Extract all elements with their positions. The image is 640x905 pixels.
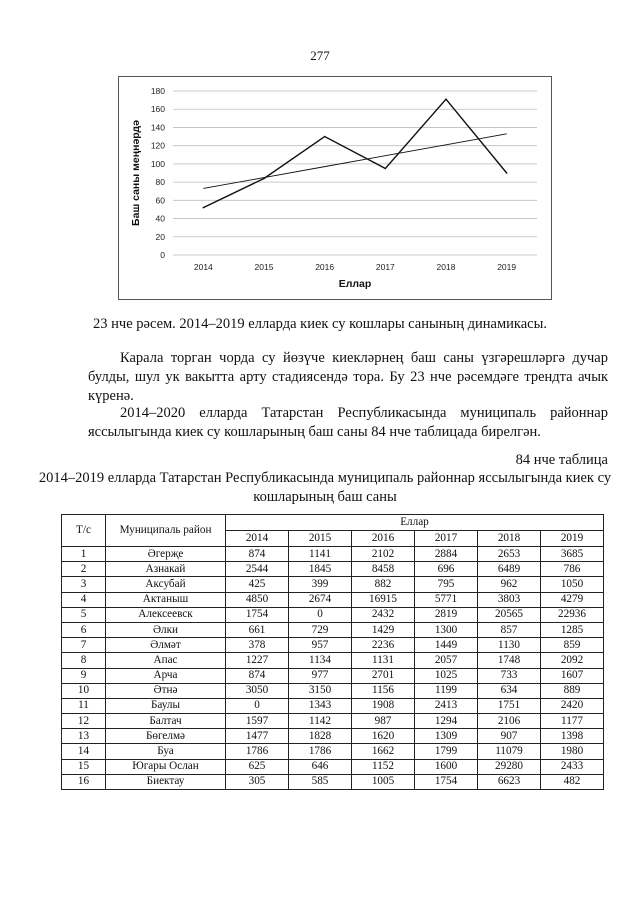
table-title: 2014–2019 елларда Татарстан Республикасында муниципаль районнар яссылыгында киек су кошларының баш саны <box>38 470 612 505</box>
value-cell: 1429 <box>352 622 415 637</box>
value-cell: 1285 <box>541 622 604 637</box>
row-number-cell: 4 <box>62 592 106 607</box>
value-cell: 1845 <box>289 562 352 577</box>
value-cell: 1597 <box>226 714 289 729</box>
district-cell: Буа <box>106 744 226 759</box>
y-tick-label: 140 <box>150 122 165 133</box>
value-cell: 646 <box>289 759 352 774</box>
header-year: 2018 <box>478 531 541 547</box>
value-cell: 795 <box>415 577 478 592</box>
x-tick-label: 2016 <box>315 262 335 272</box>
value-cell: 5771 <box>415 592 478 607</box>
value-cell: 1130 <box>478 638 541 653</box>
value-cell: 1050 <box>541 577 604 592</box>
value-cell: 29280 <box>478 759 541 774</box>
paragraph-1: Карала торган чорда су йөзүче киекләрнең баш саны үзгәрешләргә дучар булды, шул ук вакытта арту стадиясендә тора. Бу 23 нче рәсемдәге трендта ачык күренә. <box>88 350 608 404</box>
value-cell: 2432 <box>352 607 415 622</box>
value-cell: 696 <box>415 562 478 577</box>
value-cell: 0 <box>226 698 289 713</box>
value-cell: 1620 <box>352 729 415 744</box>
value-cell: 1600 <box>415 759 478 774</box>
data-point <box>385 168 387 170</box>
value-cell: 1199 <box>415 683 478 698</box>
value-cell: 2701 <box>352 668 415 683</box>
y-tick-label: 180 <box>150 86 165 96</box>
value-cell: 1751 <box>478 698 541 713</box>
value-cell: 1309 <box>415 729 478 744</box>
value-cell: 6623 <box>478 774 541 789</box>
value-cell: 859 <box>541 638 604 653</box>
header-year: 2015 <box>289 531 352 547</box>
district-cell: Әлки <box>106 622 226 637</box>
value-cell: 1754 <box>415 774 478 789</box>
value-cell: 305 <box>226 774 289 789</box>
value-cell: 22936 <box>541 607 604 622</box>
value-cell: 2236 <box>352 638 415 653</box>
row-number-cell: 8 <box>62 653 106 668</box>
y-tick-label: 0 <box>160 250 165 260</box>
value-cell: 1799 <box>415 744 478 759</box>
value-cell: 2819 <box>415 607 478 622</box>
header-district: Муниципаль район <box>106 515 226 547</box>
value-cell: 1152 <box>352 759 415 774</box>
value-cell: 1294 <box>415 714 478 729</box>
value-cell: 634 <box>478 683 541 698</box>
row-number-cell: 11 <box>62 698 106 713</box>
value-cell: 4279 <box>541 592 604 607</box>
x-tick-label: 2018 <box>436 262 456 272</box>
value-cell: 3050 <box>226 683 289 698</box>
district-cell: Баулы <box>106 698 226 713</box>
table-row <box>62 729 604 744</box>
row-number-cell: 7 <box>62 638 106 653</box>
chart-svg <box>119 77 553 301</box>
value-cell: 786 <box>541 562 604 577</box>
y-tick-label: 40 <box>155 213 165 224</box>
value-cell: 8458 <box>352 562 415 577</box>
line-chart <box>118 76 552 300</box>
value-cell: 2092 <box>541 653 604 668</box>
value-cell: 1141 <box>289 547 352 562</box>
table-row <box>62 668 604 683</box>
value-cell: 0 <box>289 607 352 622</box>
value-cell: 661 <box>226 622 289 637</box>
table-row <box>62 562 604 577</box>
x-tick-label: 2015 <box>254 262 274 272</box>
value-cell: 907 <box>478 729 541 744</box>
table-body <box>62 547 604 790</box>
value-cell: 1300 <box>415 622 478 637</box>
y-tick-label: 100 <box>150 158 165 169</box>
row-number-cell: 1 <box>62 547 106 562</box>
district-cell: Арча <box>106 668 226 683</box>
value-cell: 1177 <box>541 714 604 729</box>
table-label: 84 нче таблица <box>515 452 608 468</box>
x-tick-label: 2019 <box>497 262 517 272</box>
row-number-cell: 6 <box>62 622 106 637</box>
trendline <box>203 134 506 189</box>
value-cell: 1449 <box>415 638 478 653</box>
value-cell: 378 <box>226 638 289 653</box>
value-cell: 1908 <box>352 698 415 713</box>
value-cell: 1156 <box>352 683 415 698</box>
value-cell: 1142 <box>289 714 352 729</box>
value-cell: 729 <box>289 622 352 637</box>
district-cell: Аксубай <box>106 577 226 592</box>
district-cell: Бөгелмә <box>106 729 226 744</box>
value-cell: 425 <box>226 577 289 592</box>
value-cell: 2433 <box>541 759 604 774</box>
value-cell: 2420 <box>541 698 604 713</box>
district-cell: Алексеевск <box>106 607 226 622</box>
row-number-cell: 2 <box>62 562 106 577</box>
row-number-cell: 9 <box>62 668 106 683</box>
header-year: 2016 <box>352 531 415 547</box>
value-cell: 1607 <box>541 668 604 683</box>
value-cell: 1134 <box>289 653 352 668</box>
value-cell: 2884 <box>415 547 478 562</box>
value-cell: 1786 <box>289 744 352 759</box>
value-cell: 962 <box>478 577 541 592</box>
table-row <box>62 653 604 668</box>
x-tick-label: 2014 <box>193 262 213 272</box>
header-year: 2014 <box>226 531 289 547</box>
y-tick-label: 60 <box>155 195 165 206</box>
table-row <box>62 592 604 607</box>
district-cell: Апас <box>106 653 226 668</box>
row-number-cell: 5 <box>62 607 106 622</box>
table-row <box>62 714 604 729</box>
y-tick-label: 80 <box>155 177 165 188</box>
table-row <box>62 577 604 592</box>
x-axis-label: Еллар <box>338 278 372 290</box>
header-year: 2019 <box>541 531 604 547</box>
header-years-group: Еллар <box>226 515 604 531</box>
row-number-cell: 12 <box>62 714 106 729</box>
value-cell: 3685 <box>541 547 604 562</box>
district-cell: Әгерҗе <box>106 547 226 562</box>
value-cell: 2544 <box>226 562 289 577</box>
header-no: Т/с <box>62 515 106 547</box>
value-cell: 1786 <box>226 744 289 759</box>
value-cell: 625 <box>226 759 289 774</box>
page-number: 277 <box>310 48 330 63</box>
value-cell: 2102 <box>352 547 415 562</box>
table-row <box>62 638 604 653</box>
value-cell: 977 <box>289 668 352 683</box>
value-cell: 874 <box>226 668 289 683</box>
district-cell: Әлмәт <box>106 638 226 653</box>
table-row <box>62 547 604 562</box>
value-cell: 857 <box>478 622 541 637</box>
row-number-cell: 13 <box>62 729 106 744</box>
value-cell: 1025 <box>415 668 478 683</box>
value-cell: 1227 <box>226 653 289 668</box>
y-axis-label: Баш саны меңнәрдә <box>130 120 142 226</box>
value-cell: 1748 <box>478 653 541 668</box>
district-cell: Азнакай <box>106 562 226 577</box>
table-row <box>62 683 604 698</box>
table-row <box>62 774 604 789</box>
paragraph-2: 2014–2020 елларда Татарстан Республикасында муниципаль районнар яссылыгында киек су кошларының баш саны 84 нче таблицада бирелгән. <box>88 405 608 440</box>
figure-caption: 23 нче рәсем. 2014–2019 елларда киек су кошлары санының динамикасы. <box>93 316 547 332</box>
value-cell: 482 <box>541 774 604 789</box>
value-cell: 2057 <box>415 653 478 668</box>
row-number-cell: 10 <box>62 683 106 698</box>
value-cell: 957 <box>289 638 352 653</box>
value-cell: 2106 <box>478 714 541 729</box>
data-point <box>506 172 508 174</box>
series-line <box>203 99 506 207</box>
district-cell: Балтач <box>106 714 226 729</box>
value-cell: 3150 <box>289 683 352 698</box>
value-cell: 11079 <box>478 744 541 759</box>
value-cell: 1754 <box>226 607 289 622</box>
table-row <box>62 622 604 637</box>
value-cell: 585 <box>289 774 352 789</box>
table-row <box>62 607 604 622</box>
data-point <box>445 98 447 100</box>
value-cell: 4850 <box>226 592 289 607</box>
y-tick-label: 20 <box>155 231 165 242</box>
row-number-cell: 16 <box>62 774 106 789</box>
y-tick-label: 160 <box>150 104 165 115</box>
table-row <box>62 744 604 759</box>
value-cell: 2413 <box>415 698 478 713</box>
value-cell: 733 <box>478 668 541 683</box>
data-table <box>61 514 604 790</box>
row-number-cell: 3 <box>62 577 106 592</box>
value-cell: 874 <box>226 547 289 562</box>
value-cell: 889 <box>541 683 604 698</box>
district-cell: Биектау <box>106 774 226 789</box>
x-tick-label: 2017 <box>375 262 395 272</box>
district-cell: Югары Ослан <box>106 759 226 774</box>
value-cell: 1980 <box>541 744 604 759</box>
district-cell: Әтнә <box>106 683 226 698</box>
value-cell: 1662 <box>352 744 415 759</box>
row-number-cell: 15 <box>62 759 106 774</box>
data-point <box>203 207 205 209</box>
row-number-cell: 14 <box>62 744 106 759</box>
value-cell: 1398 <box>541 729 604 744</box>
header-year: 2017 <box>415 531 478 547</box>
value-cell: 882 <box>352 577 415 592</box>
value-cell: 1005 <box>352 774 415 789</box>
value-cell: 987 <box>352 714 415 729</box>
value-cell: 2653 <box>478 547 541 562</box>
district-cell: Актаныш <box>106 592 226 607</box>
table-row <box>62 759 604 774</box>
value-cell: 1828 <box>289 729 352 744</box>
value-cell: 399 <box>289 577 352 592</box>
table-header-row <box>62 515 604 531</box>
value-cell: 1343 <box>289 698 352 713</box>
value-cell: 1131 <box>352 653 415 668</box>
value-cell: 3803 <box>478 592 541 607</box>
value-cell: 20565 <box>478 607 541 622</box>
value-cell: 1477 <box>226 729 289 744</box>
value-cell: 16915 <box>352 592 415 607</box>
y-tick-label: 120 <box>150 140 165 151</box>
data-point <box>324 136 326 138</box>
value-cell: 2674 <box>289 592 352 607</box>
value-cell: 6489 <box>478 562 541 577</box>
table-row <box>62 698 604 713</box>
